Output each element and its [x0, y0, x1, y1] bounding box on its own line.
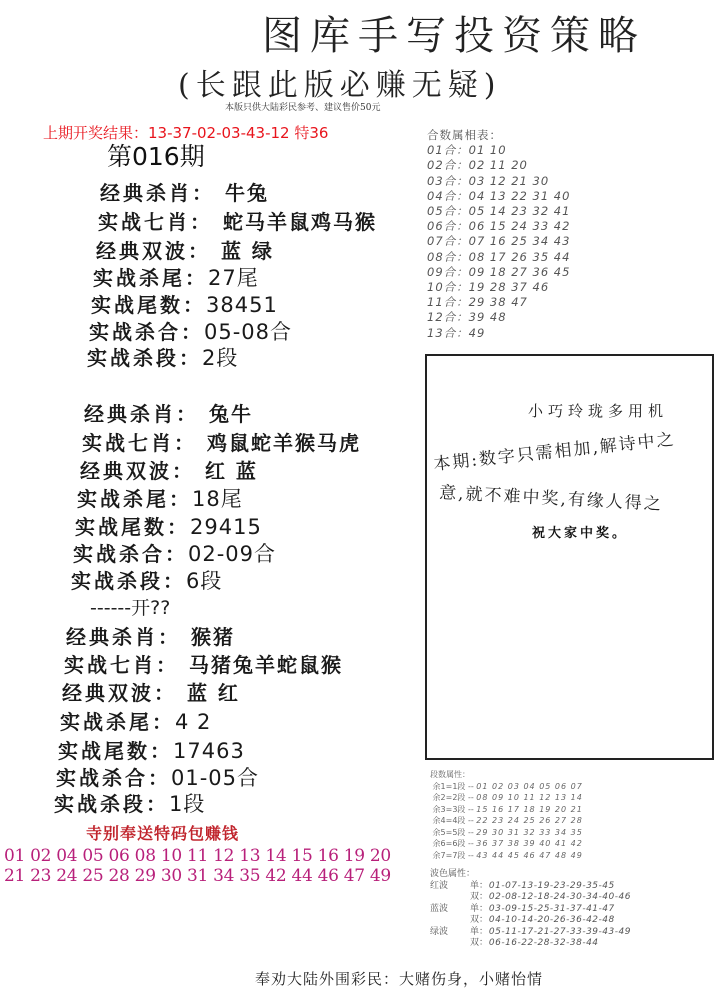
line-label: 实战尾数： — [58, 739, 173, 763]
line-value: 27尾 — [208, 266, 259, 290]
line-label: 实战杀合： — [89, 320, 204, 344]
wave-row — [430, 927, 631, 939]
wave-nums: 06-16-22-28-32-38-44 — [488, 938, 599, 948]
heshu-row: 06合：06 15 24 33 42 — [427, 219, 571, 234]
heshu-row: 02合：02 11 20 — [427, 158, 528, 173]
heshu-title: 合数属相表： — [427, 128, 502, 142]
line-label: 实战杀段： — [71, 569, 186, 593]
wave-nums: 02-08-12-18-24-30-34-40-46 — [488, 892, 631, 902]
duan-title: 段数属性： — [430, 770, 470, 779]
duan-table — [430, 769, 583, 861]
wave-title: 波色属性： — [430, 869, 476, 879]
heshu-row: 01合：01 10 — [427, 143, 507, 158]
heshu-row: 11合：29 38 47 — [427, 295, 528, 310]
wave-row — [430, 938, 631, 950]
heshu-row: 03合：03 12 21 30 — [427, 173, 550, 188]
duan-label: 余2=2段 -- — [432, 793, 474, 802]
line-value: 4 2 — [175, 710, 212, 734]
wave-type: 双： — [470, 938, 489, 948]
line-value: 马猪兔羊蛇鼠猴 — [188, 653, 343, 677]
duan-label: 余5=5段 -- — [432, 827, 474, 837]
duan-label: 余6=6段 -- — [432, 839, 474, 848]
duan-label: 余3=3段 -- — [432, 804, 474, 814]
line-label: 实战七肖： — [64, 653, 179, 677]
line-value: 鸡鼠蛇羊猴马虎 — [206, 431, 361, 455]
line-value: 蓝 红 — [186, 681, 240, 705]
line-label: 实战杀段： — [87, 346, 202, 370]
duan-nums: 43 44 45 46 47 48 49 — [476, 850, 583, 860]
special-numbers-row-1: 01 02 04 05 06 08 10 11 12 13 14 15 16 19 20 — [4, 846, 391, 866]
poem-title: 小巧玲珑多用机 — [528, 402, 669, 420]
line-value: 6段 — [186, 569, 223, 593]
line-label: 经典双波： — [80, 459, 195, 483]
wave-row — [430, 915, 631, 927]
prediction-line — [80, 455, 258, 484]
line-label: 实战尾数： — [75, 515, 190, 539]
line-value: 02-09合 — [188, 542, 277, 566]
prediction-line — [62, 677, 240, 706]
line-value: 牛兔 — [224, 181, 269, 205]
line-label: 实战杀尾： — [77, 487, 192, 511]
special-offer-title: 寺别奉送特码包赚钱 — [86, 824, 240, 843]
duan-nums: 15 16 17 18 19 20 21 — [476, 804, 583, 814]
special-numbers-row-2: 21 23 24 25 28 29 30 31 34 35 42 44 46 47 49 — [4, 866, 391, 886]
footer-advice: 奉劝大陆外围彩民：大赌伤身，小赌怡情 — [255, 970, 544, 988]
wave-type: 双： — [470, 915, 489, 925]
blessing: 祝大家中奖。 — [532, 526, 629, 541]
heshu-row: 04合：04 13 22 31 40 — [427, 188, 571, 203]
duan-row — [430, 792, 583, 804]
duan-row — [430, 850, 583, 862]
prediction-line — [96, 235, 274, 264]
line-value: 猴猪 — [190, 625, 235, 649]
line-value: 兔牛 — [208, 402, 253, 426]
line-label: 实战杀段： — [54, 792, 169, 816]
issue-number: 第016期 — [107, 142, 205, 171]
duan-nums: 36 37 38 39 40 41 42 — [476, 839, 583, 848]
duan-label: 余7=7段 -- — [432, 850, 474, 860]
open-divider: ------开?? — [90, 597, 171, 619]
poem-line-2: 意,就不难中奖,有缘人得之 — [438, 482, 664, 515]
prediction-line — [73, 538, 276, 568]
line-label: 实战杀尾： — [60, 710, 175, 734]
wave-table — [430, 869, 631, 950]
line-value: 05-08合 — [204, 320, 293, 344]
line-value: 17463 — [173, 739, 245, 763]
prediction-line — [91, 289, 278, 318]
page-subtitle: (长跟此版必赚无疑) — [178, 68, 502, 103]
line-value: 2段 — [202, 346, 239, 370]
poem-line-1: 本期:数字只需相加,解诗中之 — [432, 429, 677, 475]
line-value: 01-05合 — [171, 766, 260, 790]
wave-type: 单： — [470, 926, 489, 937]
heshu-row: 07合：07 16 25 34 43 — [427, 234, 571, 249]
wave-nums: 04-10-14-20-26-36-42-48 — [488, 915, 615, 925]
wave-row — [430, 892, 631, 904]
line-value: 18尾 — [192, 487, 243, 511]
prediction-line — [75, 511, 262, 540]
wave-nums: 05-11-17-21-27-33-39-43-49 — [488, 926, 631, 937]
duan-row — [430, 827, 583, 839]
wave-type: 单： — [470, 880, 489, 891]
heshu-row: 09合：09 18 27 36 45 — [427, 264, 571, 279]
line-value: 38451 — [206, 293, 278, 317]
prediction-line — [93, 262, 259, 292]
prediction-line — [60, 706, 211, 735]
duan-nums: 08 09 10 11 12 13 14 — [476, 793, 583, 802]
heshu-row: 05合：05 14 23 32 41 — [427, 204, 571, 219]
line-value: 红 蓝 — [204, 459, 258, 483]
wave-row — [430, 904, 631, 916]
duan-row — [430, 838, 583, 850]
line-value: 1段 — [169, 792, 206, 816]
duan-nums: 01 02 03 04 05 06 07 — [476, 781, 583, 791]
line-label: 经典杀肖： — [66, 625, 181, 649]
last-draw-result: 上期开奖结果：13-37-02-03-43-12 特36 — [43, 124, 329, 142]
line-label: 实战尾数： — [91, 293, 206, 317]
prediction-line — [82, 427, 361, 456]
prediction-line — [66, 621, 235, 650]
prediction-line — [87, 342, 238, 372]
duan-label: 余4=4段 -- — [432, 816, 474, 825]
line-label: 实战杀合： — [56, 766, 171, 790]
prediction-line — [77, 483, 243, 513]
line-label: 经典双波： — [96, 239, 211, 263]
duan-label: 余1=1段 -- — [432, 781, 474, 791]
wave-type: 双： — [470, 892, 489, 902]
line-value: 蓝 绿 — [220, 239, 274, 263]
prediction-line — [84, 398, 253, 427]
price-note: 本版只供大陆彩民参考、建议售价50元 — [225, 103, 381, 113]
line-value: 29415 — [190, 515, 262, 539]
line-label: 经典杀肖： — [84, 402, 199, 426]
wave-nums: 03-09-15-25-31-37-41-47 — [488, 903, 615, 914]
line-label: 实战杀合： — [73, 542, 188, 566]
prediction-line — [98, 206, 377, 235]
line-label: 经典杀肖： — [100, 181, 215, 205]
prediction-line — [100, 177, 269, 206]
heshu-row: 13合：49 — [427, 325, 486, 340]
duan-nums: 29 30 31 32 33 34 35 — [476, 827, 583, 837]
heshu-row: 10合：19 28 37 46 — [427, 280, 550, 295]
prediction-line — [54, 788, 205, 818]
wave-nums: 01-07-13-19-23-29-35-45 — [488, 880, 615, 891]
prediction-line — [64, 649, 343, 678]
heshu-row: 08合：08 17 26 35 44 — [427, 249, 571, 264]
heshu-table — [427, 128, 570, 341]
wave-color: 绿波 — [430, 926, 449, 937]
line-label: 经典双波： — [62, 681, 177, 705]
line-label: 实战杀尾： — [93, 266, 208, 290]
prediction-line — [58, 735, 245, 764]
line-label: 实战七肖： — [82, 431, 197, 455]
heshu-row: 12合：39 48 — [427, 310, 507, 325]
wave-row — [430, 881, 631, 893]
duan-row — [430, 781, 583, 793]
duan-row — [430, 804, 583, 816]
line-label: 实战七肖： — [98, 210, 213, 234]
wave-color: 红波 — [430, 880, 449, 891]
prediction-line — [71, 565, 222, 595]
wave-color: 蓝波 — [430, 903, 449, 914]
wave-type: 单： — [470, 903, 489, 914]
duan-row — [430, 815, 583, 827]
line-value: 蛇马羊鼠鸡马猴 — [222, 210, 377, 234]
page-title: 图库手写投资策略 — [262, 13, 646, 59]
duan-nums: 22 23 24 25 26 27 28 — [476, 816, 583, 825]
